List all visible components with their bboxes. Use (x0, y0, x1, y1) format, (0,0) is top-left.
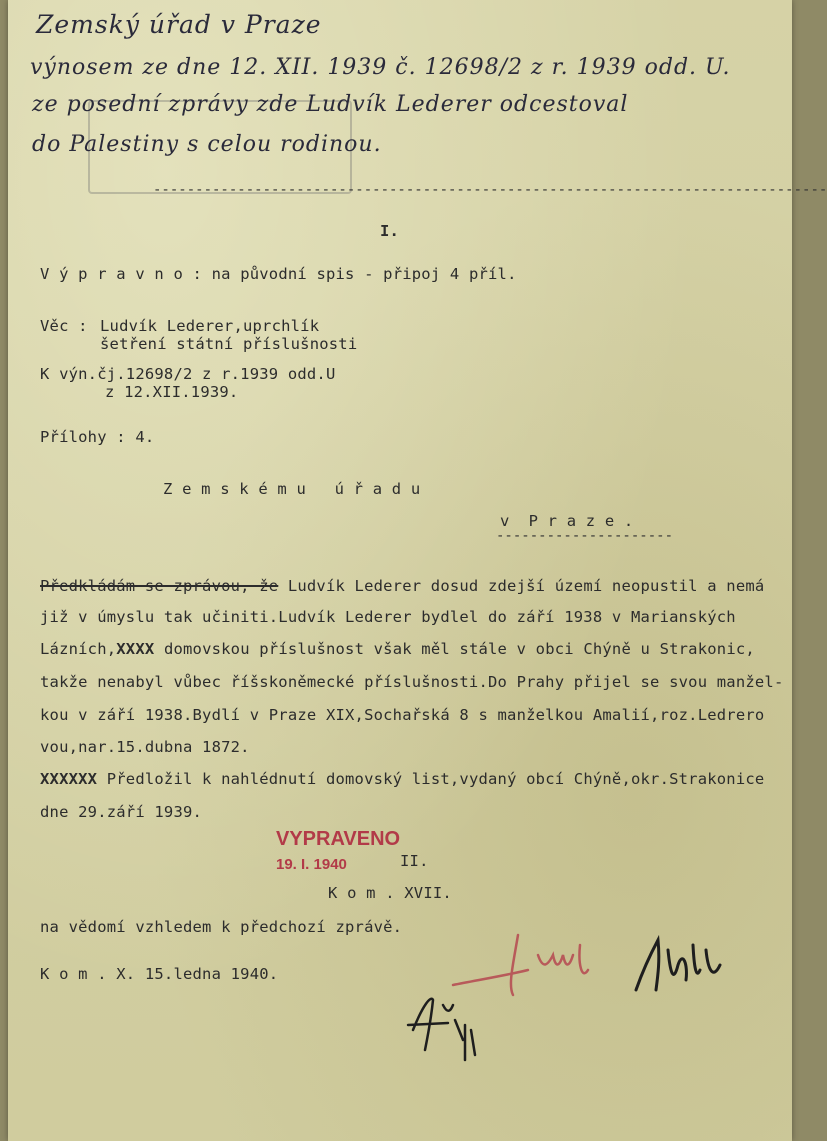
initials-signature (403, 985, 493, 1065)
kom-xvii-line: K o m . XVII. (328, 884, 452, 902)
document-page (8, 0, 827, 1141)
body-line-3 (40, 640, 755, 658)
vec-line-2: šetření státní příslušnosti (100, 335, 358, 353)
vypravno-line (40, 265, 517, 283)
section-one-heading: I. (380, 222, 400, 240)
vypravno-label: V ý p r a v n o : (40, 265, 203, 283)
section-two-heading: II. (400, 852, 429, 870)
handwritten-line-3: ze posední zprávy zde Ludvík Lederer odcestoval (32, 92, 629, 117)
body-line-1-text: Ludvík Lederer dosud zdejší území neopustil a nemá (278, 577, 765, 595)
recipient-line-2: v P r a z e . (500, 512, 634, 530)
handwritten-line-4: do Palestiny s celou rodinou. (32, 132, 382, 157)
black-signature (628, 930, 728, 1000)
body-line-2: již v úmyslu tak učiniti.Ludvík Lederer bydlel do září 1938 v Marianských (40, 608, 736, 626)
body-line-6: vou,nar.15.dubna 1872. (40, 738, 250, 756)
handwritten-line-2: výnosem ze dne 12. XII. 1939 č. 12698/2 z r. 1939 odd. U. (30, 55, 731, 80)
reference-line-1: K výn.čj.12698/2 z r.1939 odd.U (40, 365, 336, 383)
recipient-line-1: Z e m s k é m u ú ř a d u (163, 480, 421, 498)
footer-date-line: K o m . X. 15.ledna 1940. (40, 965, 279, 983)
body-line-7-text: Předložil k nahlédnutí domovský list,vydaný obcí Chýně,okr.Strakonice (97, 770, 765, 788)
typed-over-x-2: XXXXXX (40, 770, 98, 788)
body-line-7 (40, 770, 764, 788)
vec-line-1: Ludvík Lederer,uprchlík (100, 317, 320, 335)
typed-over-x: XXXX (116, 640, 155, 658)
body-line-1 (40, 577, 764, 595)
reference-line-2: z 12.XII.1939. (105, 383, 239, 401)
body-line-3-start: Lázních, (40, 640, 117, 658)
body-line-4: takže nenabyl vůbec říšskoněmecké příslušnosti.Do Prahy přijel se svou manžel- (40, 673, 784, 691)
separator-line: -------------------------------------------------------------------------------- (153, 182, 827, 198)
body-line-3-text: domovskou příslušnost však měl stále v obci Chýně u Strakonic, (154, 640, 755, 658)
attachments-line: Přílohy : 4. (40, 428, 155, 446)
notice-line: na vědomí vzhledem k předchozí zprávě. (40, 918, 403, 936)
recipient-underline: --------------------- (496, 528, 674, 544)
vypravno-text: na původní spis - připoj 4 příl. (211, 265, 517, 283)
body-line-8: dne 29.září 1939. (40, 803, 203, 821)
dispatch-stamp-title: VYPRAVENO (276, 828, 401, 850)
handwritten-line-1: Zemský úřad v Praze (36, 10, 322, 39)
struck-phrase: Předkládám se zprávou, že (40, 577, 279, 595)
dispatch-stamp-date: 19. I. 1940 (276, 856, 347, 873)
body-line-5: kou v září 1938.Bydlí v Praze XIX,Sochařská 8 s manželkou Amalií,roz.Ledrero (40, 706, 765, 724)
vec-label: Věc : (40, 317, 88, 335)
